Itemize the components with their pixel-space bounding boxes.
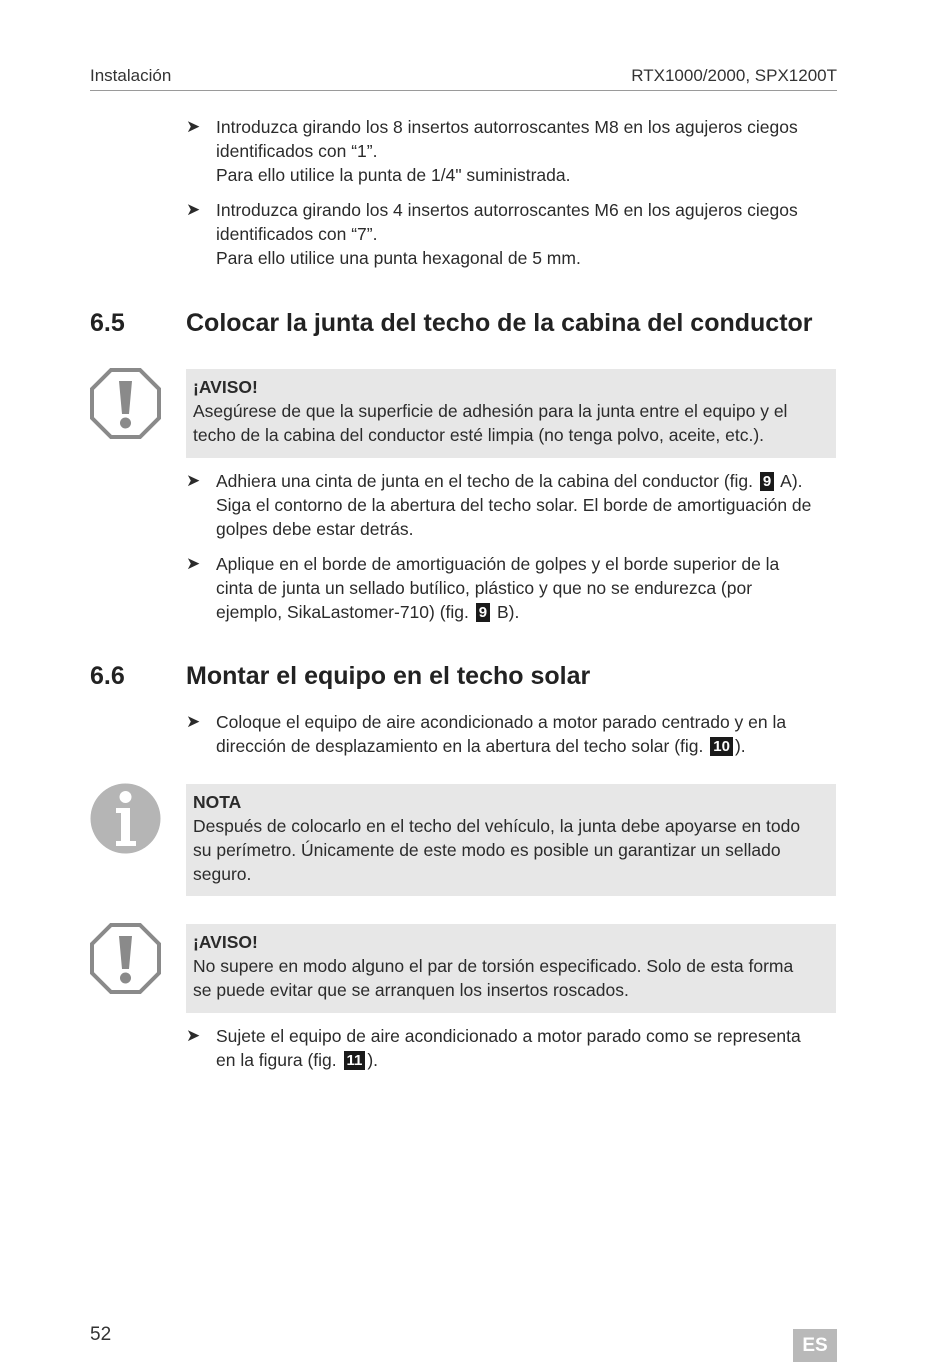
notice-box bbox=[186, 924, 836, 1013]
step-text: ). bbox=[367, 1050, 379, 1070]
notice-label: ¡AVISO! bbox=[193, 377, 258, 397]
notice-label: ¡AVISO! bbox=[193, 932, 258, 952]
step-line: cinta de junta un sellado butílico, plástico y que no se endurezca (por bbox=[216, 578, 753, 598]
header-model: RTX1000/2000, SPX1200T bbox=[631, 66, 837, 85]
section-title: Colocar la junta del techo de la cabina del conductor bbox=[186, 309, 813, 337]
figure-reference: 11 bbox=[344, 1051, 366, 1070]
list-item bbox=[186, 1024, 841, 1072]
warning-octagon-icon bbox=[90, 368, 161, 439]
arrow-bullet-icon: ➤ bbox=[186, 1026, 201, 1045]
step-line bbox=[216, 600, 841, 624]
step-text: ). bbox=[734, 736, 746, 756]
warning-octagon-icon bbox=[90, 923, 161, 994]
section-title: Montar el equipo en el techo solar bbox=[186, 662, 591, 690]
notice-text: techo de la cabina del conductor esté limpia (no tenga polvo, aceite, etc.). bbox=[193, 425, 765, 445]
list-item bbox=[186, 198, 841, 270]
step-text: dirección de desplazamiento en la abertura del techo solar (fig. bbox=[216, 736, 704, 756]
step-line: Sujete el equipo de aire acondicionado a motor parado como se representa bbox=[216, 1026, 801, 1046]
step-text: Adhiera una cinta de junta en el techo de la cabina del conductor (fig. bbox=[216, 471, 754, 491]
step-line bbox=[216, 1048, 841, 1072]
step-line: identificados con “1”. bbox=[216, 141, 378, 161]
section-number: 6.5 bbox=[90, 309, 125, 337]
note-text: Después de colocarlo en el techo del vehículo, la junta debe apoyarse en todo bbox=[193, 816, 801, 836]
notice-text: Asegúrese de que la superficie de adhesión para la junta entre el equipo y el bbox=[193, 401, 788, 421]
note-label: NOTA bbox=[193, 792, 242, 812]
step-text: B). bbox=[496, 602, 520, 622]
list-item bbox=[186, 115, 841, 187]
step-line bbox=[216, 734, 841, 758]
figure-reference: 10 bbox=[710, 737, 733, 756]
step-line bbox=[216, 469, 841, 493]
arrow-bullet-icon: ➤ bbox=[186, 200, 201, 219]
note-box bbox=[186, 784, 836, 896]
step-text: A). bbox=[780, 471, 803, 491]
arrow-bullet-icon: ➤ bbox=[186, 554, 201, 573]
figure-reference: 9 bbox=[476, 603, 490, 622]
list-item bbox=[186, 469, 841, 541]
step-line: Introduzca girando los 8 insertos autorroscantes M8 en los agujeros ciegos bbox=[216, 117, 798, 137]
step-line: Aplique en el borde de amortiguación de golpes y el borde superior de la bbox=[216, 554, 780, 574]
step-line: Introduzca girando los 4 insertos autorroscantes M6 en los agujeros ciegos bbox=[216, 200, 798, 220]
section-number: 6.6 bbox=[90, 662, 125, 690]
step-line: Siga el contorno de la abertura del techo solar. El borde de amortiguación de bbox=[216, 495, 812, 515]
arrow-bullet-icon: ➤ bbox=[186, 712, 201, 731]
step-line: Coloque el equipo de aire acondicionado a motor parado centrado y en la bbox=[216, 712, 787, 732]
header-section: Instalación bbox=[90, 66, 172, 85]
step-line: golpes debe estar detrás. bbox=[216, 519, 414, 539]
step-text: ejemplo, SikaLastomer-710) (fig. bbox=[216, 602, 469, 622]
note-text: seguro. bbox=[193, 864, 252, 884]
page-number: 52 bbox=[90, 1324, 112, 1345]
figure-reference: 9 bbox=[760, 472, 774, 491]
step-line: Para ello utilice la punta de 1/4" suministrada. bbox=[216, 165, 571, 185]
notice-text: se puede evitar que se arranquen los insertos roscados. bbox=[193, 980, 629, 1000]
step-line: identificados con “7”. bbox=[216, 224, 378, 244]
info-circle-icon bbox=[90, 783, 161, 854]
step-line: Para ello utilice una punta hexagonal de 5 mm. bbox=[216, 248, 581, 268]
list-item bbox=[186, 710, 841, 758]
arrow-bullet-icon: ➤ bbox=[186, 117, 201, 136]
language-badge: ES bbox=[793, 1329, 837, 1362]
notice-text: No supere en modo alguno el par de torsión especificado. Solo de esta forma bbox=[193, 956, 794, 976]
note-text: su perímetro. Únicamente de este modo es posible un garantizar un sellado bbox=[193, 840, 781, 860]
notice-box bbox=[186, 369, 836, 458]
step-text: en la figura (fig. bbox=[216, 1050, 337, 1070]
header-divider bbox=[90, 90, 837, 91]
arrow-bullet-icon: ➤ bbox=[186, 471, 201, 490]
list-item bbox=[186, 552, 841, 624]
